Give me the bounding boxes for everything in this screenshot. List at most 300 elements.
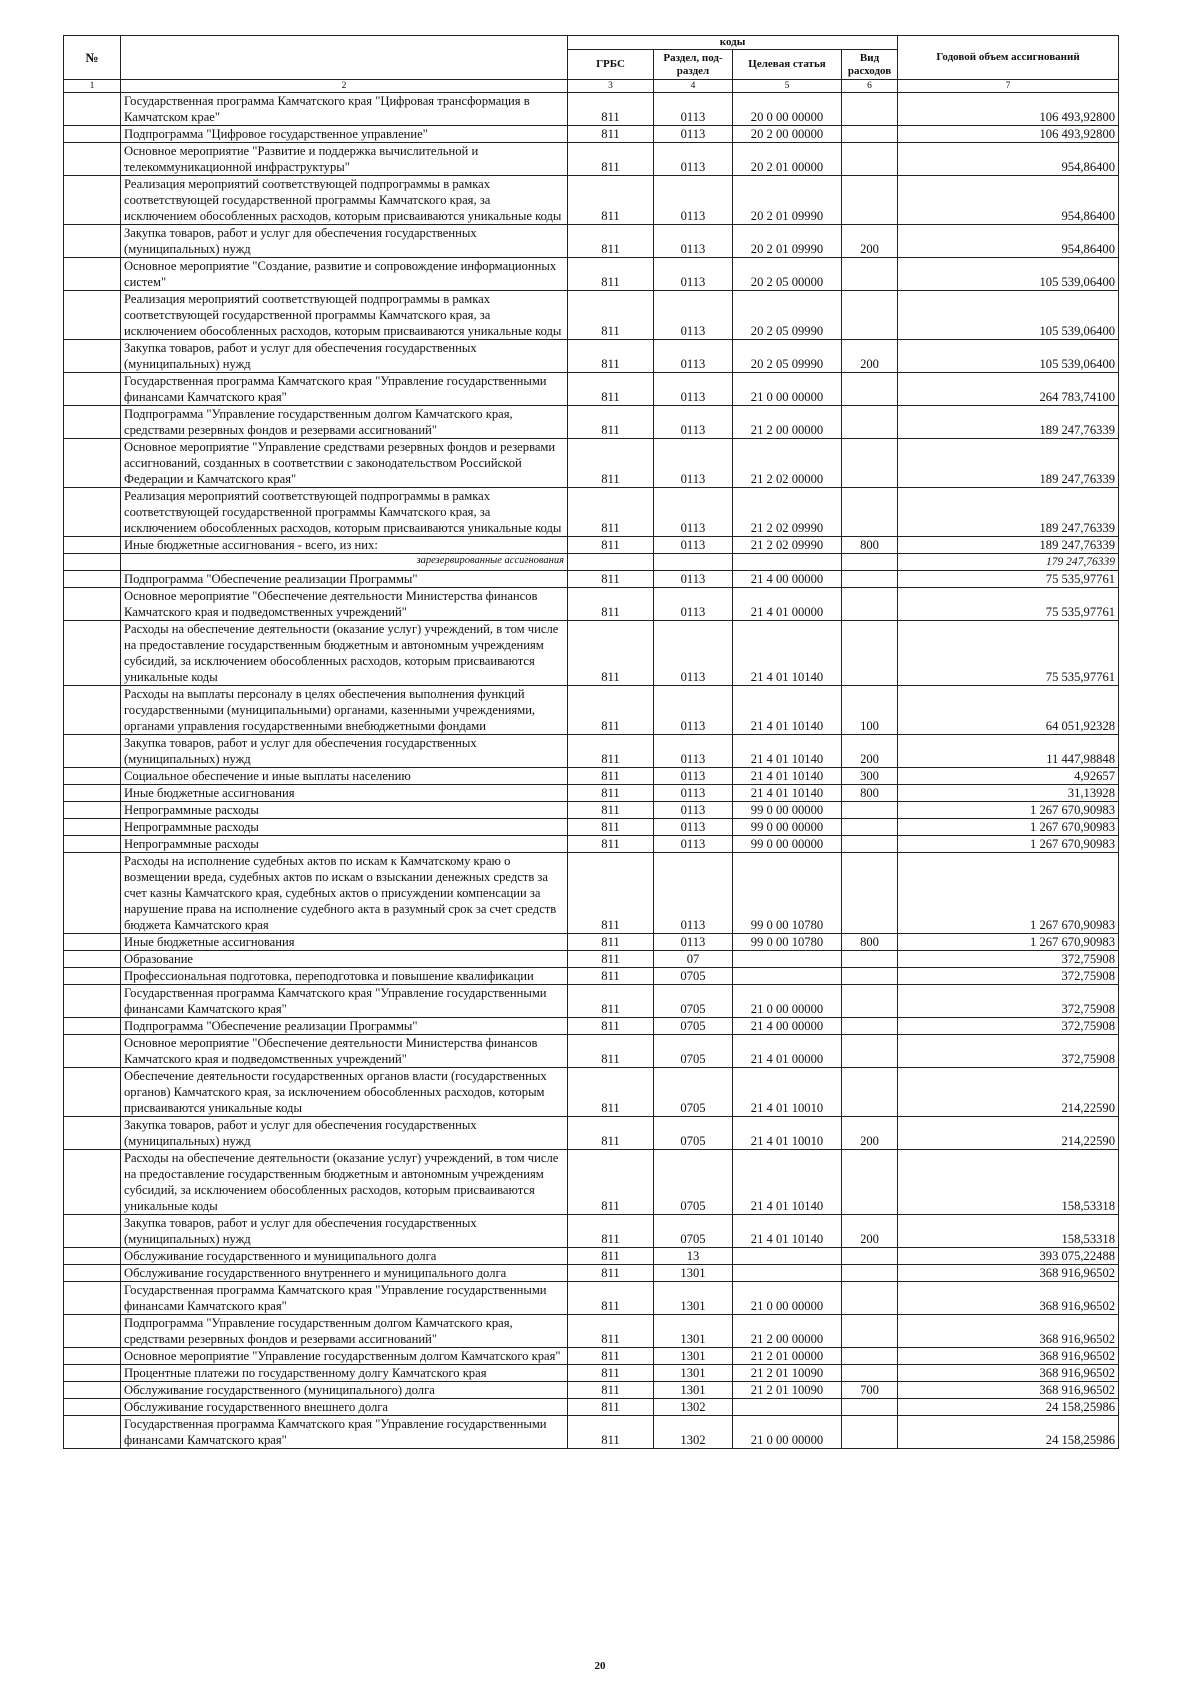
table-note-row (64, 554, 1119, 571)
row-kind-cell (842, 985, 898, 1018)
row-grbs-cell: 811 (568, 951, 654, 968)
row-section-cell: 0113 (654, 537, 733, 554)
row-grbs-cell: 811 (568, 340, 654, 373)
row-number-cell (64, 785, 121, 802)
col-num-7: 7 (898, 80, 1119, 93)
row-amount-cell: 1 267 670,90983 (898, 819, 1119, 836)
row-amount-cell: 105 539,06400 (898, 291, 1119, 340)
row-name-cell: Основное мероприятие "Управление государственным долгом Камчатского края" (121, 1348, 568, 1365)
row-section-cell: 0113 (654, 785, 733, 802)
row-section-cell: 1301 (654, 1382, 733, 1399)
row-kind-cell (842, 588, 898, 621)
row-number-cell (64, 836, 121, 853)
row-target-cell (733, 554, 842, 571)
row-name-cell: Основное мероприятие "Развитие и поддержка вычислительной и телекоммуникационной инфраструктуры" (121, 143, 568, 176)
row-section-cell: 1301 (654, 1315, 733, 1348)
row-kind-cell (842, 802, 898, 819)
row-grbs-cell: 811 (568, 802, 654, 819)
row-amount-cell: 158,53318 (898, 1150, 1119, 1215)
row-amount-cell: 372,75908 (898, 1018, 1119, 1035)
table-row (64, 1215, 1119, 1248)
row-section-cell: 0705 (654, 1215, 733, 1248)
row-amount-cell: 1 267 670,90983 (898, 934, 1119, 951)
row-target-cell: 20 2 05 09990 (733, 340, 842, 373)
row-number-cell (64, 768, 121, 785)
row-number-cell (64, 588, 121, 621)
table-row (64, 1365, 1119, 1382)
table-row (64, 1117, 1119, 1150)
table-row (64, 143, 1119, 176)
table-row (64, 819, 1119, 836)
table-row (64, 537, 1119, 554)
row-kind-cell: 800 (842, 537, 898, 554)
row-section-cell: 0113 (654, 934, 733, 951)
row-kind-cell: 800 (842, 785, 898, 802)
table-row (64, 985, 1119, 1018)
table-row (64, 785, 1119, 802)
row-section-cell: 0113 (654, 93, 733, 126)
row-kind-cell (842, 1068, 898, 1117)
row-target-cell: 21 4 01 10140 (733, 768, 842, 785)
row-section-cell: 0705 (654, 1150, 733, 1215)
header-section: Раздел, под-раздел (654, 50, 733, 80)
row-target-cell: 21 2 02 00000 (733, 439, 842, 488)
row-amount-cell: 954,86400 (898, 225, 1119, 258)
row-name-cell: Реализация мероприятий соответствующей подпрограммы в рамках соответствующей государственной программы Камчатского края, за исключением обособленных расходов, которым присваиваются уникальные коды (121, 176, 568, 225)
row-target-cell: 21 4 00 00000 (733, 1018, 842, 1035)
row-grbs-cell: 811 (568, 225, 654, 258)
row-kind-cell (842, 1035, 898, 1068)
row-grbs-cell: 811 (568, 1068, 654, 1117)
row-kind-cell (842, 406, 898, 439)
row-name-cell: Государственная программа Камчатского края "Цифровая трансформация в Камчатском крае" (121, 93, 568, 126)
row-number-cell (64, 686, 121, 735)
row-name-cell: Образование (121, 951, 568, 968)
row-name-cell: Подпрограмма "Обеспечение реализации Программы" (121, 1018, 568, 1035)
row-grbs-cell: 811 (568, 1365, 654, 1382)
row-number-cell (64, 1068, 121, 1117)
table-row (64, 1035, 1119, 1068)
row-kind-cell (842, 1416, 898, 1449)
row-amount-cell: 368 916,96502 (898, 1365, 1119, 1382)
table-row (64, 836, 1119, 853)
row-target-cell: 21 4 01 10140 (733, 621, 842, 686)
row-section-cell: 1302 (654, 1399, 733, 1416)
row-name-cell: Иные бюджетные ассигнования (121, 785, 568, 802)
row-number-cell (64, 439, 121, 488)
row-number-cell (64, 143, 121, 176)
row-amount-cell: 954,86400 (898, 143, 1119, 176)
row-grbs-cell: 811 (568, 1117, 654, 1150)
row-number-cell (64, 571, 121, 588)
row-grbs-cell: 811 (568, 176, 654, 225)
row-kind-cell (842, 93, 898, 126)
table-row (64, 225, 1119, 258)
row-name-cell: Закупка товаров, работ и услуг для обеспечения государственных (муниципальных) нужд (121, 735, 568, 768)
col-num-1: 1 (64, 80, 121, 93)
row-target-cell: 21 2 01 00000 (733, 1348, 842, 1365)
row-target-cell: 20 0 00 00000 (733, 93, 842, 126)
row-target-cell: 20 2 01 09990 (733, 176, 842, 225)
table-row (64, 768, 1119, 785)
table-row (64, 621, 1119, 686)
row-section-cell: 0113 (654, 340, 733, 373)
row-target-cell: 20 2 05 09990 (733, 291, 842, 340)
row-amount-cell: 179 247,76339 (898, 554, 1119, 571)
row-number-cell (64, 1035, 121, 1068)
row-section-cell: 1302 (654, 1416, 733, 1449)
row-target-cell: 21 4 01 10140 (733, 785, 842, 802)
row-kind-cell (842, 1315, 898, 1348)
row-amount-cell: 106 493,92800 (898, 93, 1119, 126)
row-kind-cell (842, 554, 898, 571)
row-target-cell: 21 2 00 00000 (733, 1315, 842, 1348)
table-row (64, 373, 1119, 406)
row-name-cell: Подпрограмма "Управление государственным долгом Камчатского края, средствами резервных фондов и резервами ассигнований" (121, 406, 568, 439)
row-number-cell (64, 1215, 121, 1248)
row-number-cell (64, 537, 121, 554)
row-amount-cell: 24 158,25986 (898, 1416, 1119, 1449)
row-target-cell: 21 4 01 00000 (733, 588, 842, 621)
row-amount-cell: 393 075,22488 (898, 1248, 1119, 1265)
row-kind-cell: 800 (842, 934, 898, 951)
row-name-cell: Обслуживание государственного внутреннего и муниципального долга (121, 1265, 568, 1282)
row-grbs-cell: 811 (568, 819, 654, 836)
row-kind-cell (842, 819, 898, 836)
row-section-cell: 0705 (654, 1018, 733, 1035)
table-row (64, 1382, 1119, 1399)
row-amount-cell: 75 535,97761 (898, 588, 1119, 621)
row-section-cell: 0113 (654, 176, 733, 225)
row-section-cell: 1301 (654, 1348, 733, 1365)
row-name-cell: Обеспечение деятельности государственных органов власти (государственных органов) Камчатского края, за исключением обособленных расходов, которым присваиваются уникальные коды (121, 1068, 568, 1117)
row-amount-cell: 11 447,98848 (898, 735, 1119, 768)
row-target-cell (733, 1399, 842, 1416)
row-target-cell (733, 1248, 842, 1265)
row-name-cell: Реализация мероприятий соответствующей подпрограммы в рамках соответствующей государственной программы Камчатского края, за исключением обособленных расходов, которым присваиваются уникальные коды (121, 488, 568, 537)
row-grbs-cell: 811 (568, 1248, 654, 1265)
row-number-cell (64, 853, 121, 934)
table-body (64, 93, 1119, 1449)
row-grbs-cell: 811 (568, 1018, 654, 1035)
row-target-cell: 21 4 01 10010 (733, 1068, 842, 1117)
row-section-cell: 0113 (654, 588, 733, 621)
row-name-cell: Закупка товаров, работ и услуг для обеспечения государственных (муниципальных) нужд (121, 1117, 568, 1150)
row-grbs-cell: 811 (568, 853, 654, 934)
row-amount-cell: 158,53318 (898, 1215, 1119, 1248)
row-grbs-cell: 811 (568, 934, 654, 951)
header-amount: Годовой объем ассигнований (898, 36, 1119, 80)
row-name-cell: Основное мероприятие "Управление средствами резервных фондов и резервами ассигнований, созданных в соответствии с законодательством Российской Федерации и Камчатского края" (121, 439, 568, 488)
row-name-cell: Основное мероприятие "Создание, развитие и сопровождение информационных систем" (121, 258, 568, 291)
row-section-cell: 0705 (654, 1035, 733, 1068)
row-name-cell: Непрограммные расходы (121, 836, 568, 853)
row-amount-cell: 75 535,97761 (898, 621, 1119, 686)
row-name-cell: Реализация мероприятий соответствующей подпрограммы в рамках соответствующей государственной программы Камчатского края, за исключением обособленных расходов, которым присваиваются уникальные коды (121, 291, 568, 340)
header-kind: Вид расходов (842, 50, 898, 80)
row-section-cell: 0705 (654, 1068, 733, 1117)
table-row (64, 951, 1119, 968)
row-name-cell: Закупка товаров, работ и услуг для обеспечения государственных (муниципальных) нужд (121, 1215, 568, 1248)
row-section-cell: 0113 (654, 802, 733, 819)
row-name-cell: Непрограммные расходы (121, 819, 568, 836)
row-target-cell: 21 2 01 10090 (733, 1365, 842, 1382)
row-name-cell: Расходы на обеспечение деятельности (оказание услуг) учреждений, в том числе на предоставление государственным бюджетным и автономным учреждениям субсидий, за исключением обособленных расходов, которым присваиваются уникальные коды (121, 621, 568, 686)
table-row (64, 1018, 1119, 1035)
row-amount-cell: 106 493,92800 (898, 126, 1119, 143)
row-name-cell: Расходы на выплаты персоналу в целях обеспечения выполнения функций государственными (муниципальными) органами, казенными учреждениями, органами управления государственными внебюджетными фондами (121, 686, 568, 735)
row-number-cell (64, 1315, 121, 1348)
row-number-cell (64, 176, 121, 225)
row-number-cell (64, 802, 121, 819)
row-kind-cell (842, 291, 898, 340)
table-row (64, 853, 1119, 934)
row-number-cell (64, 951, 121, 968)
row-section-cell: 0113 (654, 126, 733, 143)
row-amount-cell: 24 158,25986 (898, 1399, 1119, 1416)
row-name-cell: Подпрограмма "Обеспечение реализации Программы" (121, 571, 568, 588)
row-amount-cell: 368 916,96502 (898, 1382, 1119, 1399)
row-kind-cell (842, 488, 898, 537)
row-number-cell (64, 1416, 121, 1449)
row-name-cell: Основное мероприятие "Обеспечение деятельности Министерства финансов Камчатского края и подведомственных учреждений" (121, 588, 568, 621)
row-target-cell: 21 0 00 00000 (733, 985, 842, 1018)
row-amount-cell: 372,75908 (898, 968, 1119, 985)
row-section-cell: 0113 (654, 853, 733, 934)
row-target-cell: 21 0 00 00000 (733, 373, 842, 406)
row-grbs-cell: 811 (568, 768, 654, 785)
table-row (64, 176, 1119, 225)
row-grbs-cell: 811 (568, 588, 654, 621)
row-kind-cell (842, 126, 898, 143)
row-section-cell: 1301 (654, 1282, 733, 1315)
row-kind-cell: 200 (842, 735, 898, 768)
row-name-cell: Государственная программа Камчатского края "Управление государственными финансами Камчатского края" (121, 1282, 568, 1315)
row-amount-cell: 105 539,06400 (898, 258, 1119, 291)
table-row (64, 340, 1119, 373)
row-grbs-cell: 811 (568, 291, 654, 340)
table-row (64, 686, 1119, 735)
row-grbs-cell: 811 (568, 258, 654, 291)
row-name-cell: Государственная программа Камчатского края "Управление государственными финансами Камчатского края" (121, 1416, 568, 1449)
col-num-6: 6 (842, 80, 898, 93)
row-name-cell: Закупка товаров, работ и услуг для обеспечения государственных (муниципальных) нужд (121, 340, 568, 373)
row-amount-cell: 189 247,76339 (898, 406, 1119, 439)
row-kind-cell: 200 (842, 1117, 898, 1150)
row-name-cell: Подпрограмма "Цифровое государственное управление" (121, 126, 568, 143)
row-target-cell: 99 0 00 10780 (733, 934, 842, 951)
row-number-cell (64, 1365, 121, 1382)
row-section-cell: 0705 (654, 1117, 733, 1150)
row-target-cell: 21 2 02 09990 (733, 537, 842, 554)
table-row (64, 1399, 1119, 1416)
row-kind-cell (842, 1265, 898, 1282)
table-row (64, 571, 1119, 588)
row-name-cell: Обслуживание государственного и муниципального долга (121, 1248, 568, 1265)
table-row (64, 126, 1119, 143)
row-grbs-cell: 811 (568, 1399, 654, 1416)
row-section-cell: 13 (654, 1248, 733, 1265)
row-section-cell: 0113 (654, 621, 733, 686)
header-name (121, 36, 568, 80)
table-row (64, 1416, 1119, 1449)
row-amount-cell: 954,86400 (898, 176, 1119, 225)
row-section-cell: 0113 (654, 439, 733, 488)
col-num-3: 3 (568, 80, 654, 93)
row-grbs-cell: 811 (568, 686, 654, 735)
row-number-cell (64, 291, 121, 340)
row-amount-cell: 372,75908 (898, 985, 1119, 1018)
header-grbs: ГРБС (568, 50, 654, 80)
table-row (64, 934, 1119, 951)
row-amount-cell: 31,13928 (898, 785, 1119, 802)
row-target-cell: 21 4 00 00000 (733, 571, 842, 588)
row-number-cell (64, 1282, 121, 1315)
row-kind-cell (842, 951, 898, 968)
row-grbs-cell: 811 (568, 537, 654, 554)
row-grbs-cell: 811 (568, 1150, 654, 1215)
row-kind-cell: 200 (842, 340, 898, 373)
row-amount-cell: 64 051,92328 (898, 686, 1119, 735)
row-section-cell: 1301 (654, 1265, 733, 1282)
row-section-cell: 0113 (654, 686, 733, 735)
row-amount-cell: 1 267 670,90983 (898, 853, 1119, 934)
row-amount-cell: 214,22590 (898, 1117, 1119, 1150)
row-number-cell (64, 488, 121, 537)
row-section-cell: 0113 (654, 571, 733, 588)
row-target-cell: 21 4 01 10140 (733, 1215, 842, 1248)
row-grbs-cell: 811 (568, 785, 654, 802)
col-num-2: 2 (121, 80, 568, 93)
row-number-cell (64, 1382, 121, 1399)
row-name-cell: Подпрограмма "Управление государственным долгом Камчатского края, средствами резервных фондов и резервами ассигнований" (121, 1315, 568, 1348)
row-number-cell (64, 1348, 121, 1365)
row-name-cell: зарезервированные ассигнования (121, 554, 568, 571)
row-number-cell (64, 985, 121, 1018)
row-number-cell (64, 1399, 121, 1416)
row-name-cell: Государственная программа Камчатского края "Управление государственными финансами Камчатского края" (121, 373, 568, 406)
row-kind-cell (842, 439, 898, 488)
row-grbs-cell: 811 (568, 735, 654, 768)
row-target-cell: 21 2 00 00000 (733, 406, 842, 439)
row-amount-cell: 189 247,76339 (898, 439, 1119, 488)
row-target-cell: 20 2 05 00000 (733, 258, 842, 291)
row-kind-cell (842, 1365, 898, 1382)
row-number-cell (64, 93, 121, 126)
table-row (64, 735, 1119, 768)
row-target-cell: 21 2 01 10090 (733, 1382, 842, 1399)
row-section-cell: 0113 (654, 768, 733, 785)
row-section-cell: 0113 (654, 735, 733, 768)
row-number-cell (64, 968, 121, 985)
row-grbs-cell: 811 (568, 1282, 654, 1315)
table-row (64, 439, 1119, 488)
table-row (64, 1150, 1119, 1215)
row-name-cell: Социальное обеспечение и иные выплаты населению (121, 768, 568, 785)
row-kind-cell (842, 836, 898, 853)
row-name-cell: Профессиональная подготовка, переподготовка и повышение квалификации (121, 968, 568, 985)
row-number-cell (64, 1248, 121, 1265)
row-number-cell (64, 621, 121, 686)
row-number-cell (64, 258, 121, 291)
row-section-cell: 07 (654, 951, 733, 968)
row-target-cell: 20 2 01 00000 (733, 143, 842, 176)
row-amount-cell: 214,22590 (898, 1068, 1119, 1117)
row-grbs-cell: 811 (568, 406, 654, 439)
row-target-cell (733, 968, 842, 985)
row-number-cell (64, 735, 121, 768)
row-name-cell: Процентные платежи по государственному долгу Камчатского края (121, 1365, 568, 1382)
row-amount-cell: 1 267 670,90983 (898, 802, 1119, 819)
row-grbs-cell: 811 (568, 571, 654, 588)
row-amount-cell: 189 247,76339 (898, 488, 1119, 537)
row-grbs-cell (568, 554, 654, 571)
row-grbs-cell: 811 (568, 621, 654, 686)
row-number-cell (64, 1117, 121, 1150)
row-number-cell (64, 373, 121, 406)
row-amount-cell: 75 535,97761 (898, 571, 1119, 588)
row-target-cell (733, 951, 842, 968)
row-number-cell (64, 1265, 121, 1282)
row-section-cell: 0113 (654, 225, 733, 258)
row-target-cell: 99 0 00 00000 (733, 819, 842, 836)
row-target-cell: 20 2 00 00000 (733, 126, 842, 143)
row-target-cell: 20 2 01 09990 (733, 225, 842, 258)
row-kind-cell (842, 1150, 898, 1215)
row-target-cell: 21 2 02 09990 (733, 488, 842, 537)
row-grbs-cell: 811 (568, 1315, 654, 1348)
row-section-cell (654, 554, 733, 571)
row-target-cell: 99 0 00 00000 (733, 836, 842, 853)
row-target-cell: 99 0 00 10780 (733, 853, 842, 934)
row-section-cell: 0705 (654, 968, 733, 985)
row-kind-cell (842, 853, 898, 934)
row-kind-cell (842, 143, 898, 176)
row-section-cell: 0113 (654, 373, 733, 406)
table-row (64, 1282, 1119, 1315)
row-section-cell: 0113 (654, 819, 733, 836)
row-section-cell: 0113 (654, 488, 733, 537)
page-number: 20 (594, 1660, 606, 1672)
row-grbs-cell: 811 (568, 985, 654, 1018)
table-row (64, 588, 1119, 621)
col-num-5: 5 (733, 80, 842, 93)
row-kind-cell (842, 1248, 898, 1265)
row-number-cell (64, 1150, 121, 1215)
row-amount-cell: 368 916,96502 (898, 1265, 1119, 1282)
row-grbs-cell: 811 (568, 1416, 654, 1449)
row-target-cell: 21 4 01 10140 (733, 686, 842, 735)
table-row (64, 93, 1119, 126)
table-row (64, 1265, 1119, 1282)
row-grbs-cell: 811 (568, 143, 654, 176)
row-number-cell (64, 1018, 121, 1035)
row-name-cell: Обслуживание государственного (муниципального) долга (121, 1382, 568, 1399)
row-amount-cell: 264 783,74100 (898, 373, 1119, 406)
table-row (64, 1068, 1119, 1117)
row-amount-cell: 1 267 670,90983 (898, 836, 1119, 853)
row-amount-cell: 105 539,06400 (898, 340, 1119, 373)
row-name-cell: Иные бюджетные ассигнования - всего, из них: (121, 537, 568, 554)
row-kind-cell (842, 1018, 898, 1035)
budget-table (63, 35, 1119, 1449)
table-row (64, 1315, 1119, 1348)
row-name-cell: Обслуживание государственного внешнего долга (121, 1399, 568, 1416)
row-section-cell: 0113 (654, 258, 733, 291)
table-row (64, 291, 1119, 340)
row-kind-cell (842, 1399, 898, 1416)
row-grbs-cell: 811 (568, 1035, 654, 1068)
